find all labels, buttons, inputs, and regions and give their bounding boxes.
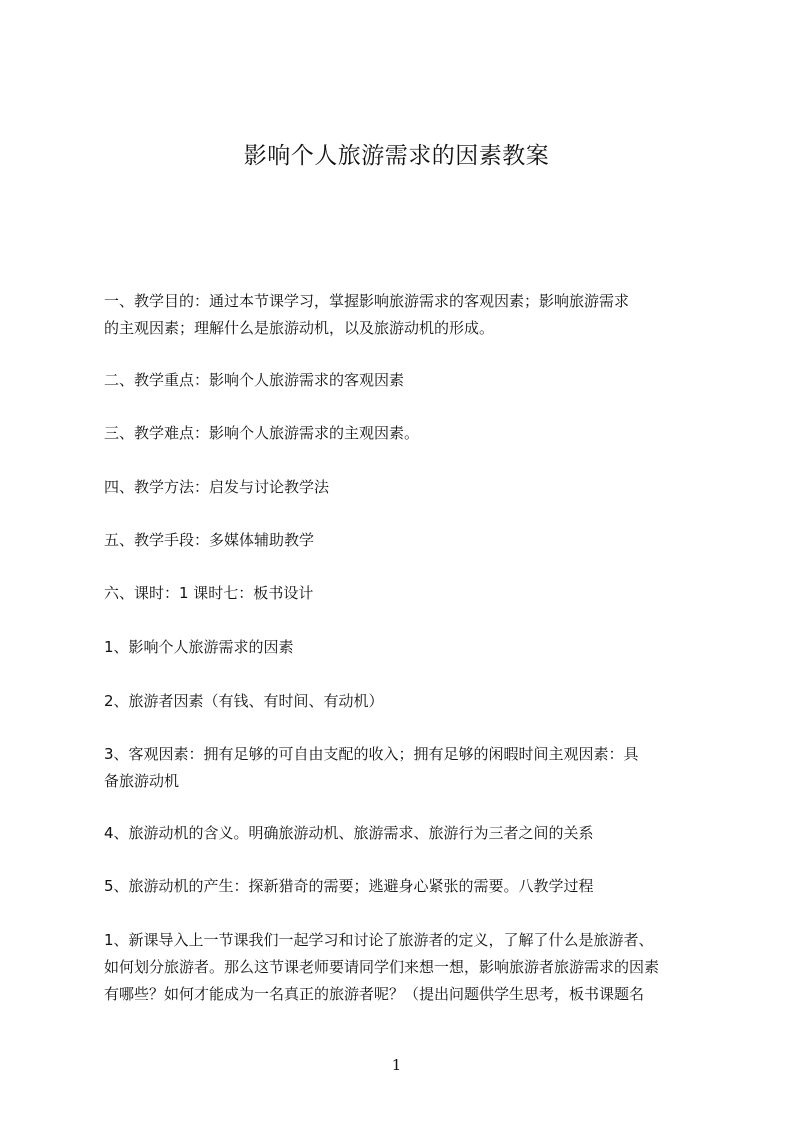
paragraph-board-4 <box>104 820 724 847</box>
paragraph-teaching-means <box>104 527 724 554</box>
document-title: 影响个人旅游需求的因素教案 <box>243 143 550 169</box>
paragraph-line: 4、旅游动机的含义。明确旅游动机、旅游需求、旅游行为三者之间的关系 <box>104 824 594 842</box>
paragraph-line: 二、教学重点：影响个人旅游需求的客观因素 <box>104 371 405 389</box>
paragraph-line: 的主观因素；理解什么是旅游动机，以及旅游动机的形成。 <box>104 319 495 337</box>
paragraph-line: 五、教学手段：多媒体辅助教学 <box>104 531 315 549</box>
paragraph-line: 5、旅游动机的产生：探新猎奇的需要；逃避身心紧张的需要。八教学过程 <box>104 877 594 895</box>
paragraph-line: 2、旅游者因素（有钱、有时间、有动机） <box>104 692 384 710</box>
paragraph-key-point <box>104 367 724 394</box>
paragraph-line: 六、课时：1 课时七：板书设计 <box>104 584 314 602</box>
paragraph-line: 3、客观因素：拥有足够的可自由支配的收入；拥有足够的闲暇时间主观因素：具 <box>104 745 639 763</box>
paragraph-board-3 <box>104 741 724 795</box>
paragraph-board-1 <box>104 634 724 661</box>
paragraph-line: 四、教学方法：启发与讨论教学法 <box>104 478 330 496</box>
paragraph-difficult-point <box>104 420 724 447</box>
page-number: 1 <box>391 1056 402 1074</box>
paragraph-line: 如何划分旅游者。那么这节课老师要请同学们来想一想，影响旅游者旅游需求的因素 <box>104 958 660 976</box>
paragraph-line: 1、影响个人旅游需求的因素 <box>104 638 294 656</box>
paragraph-class-hours <box>104 580 724 607</box>
paragraph-line: 有哪些？如何才能成为一名真正的旅游者呢？（提出问题供学生思考，板书课题名 <box>104 985 645 1003</box>
paragraph-board-2 <box>104 688 724 715</box>
paragraph-line: 1、新课导入上一节课我们一起学习和讨论了旅游者的定义，了解了什么是旅游者、 <box>104 931 654 949</box>
paragraph-line: 三、教学难点：影响个人旅游需求的主观因素。 <box>104 424 420 442</box>
paragraph-lesson-intro <box>104 927 724 1008</box>
paragraph-teaching-goal <box>104 288 724 342</box>
paragraph-teaching-method <box>104 474 724 501</box>
paragraph-line: 备旅游动机 <box>104 772 180 790</box>
paragraph-line: 一、教学目的：通过本节课学习，掌握影响旅游需求的客观因素；影响旅游需求 <box>104 292 630 310</box>
paragraph-board-5 <box>104 873 724 900</box>
